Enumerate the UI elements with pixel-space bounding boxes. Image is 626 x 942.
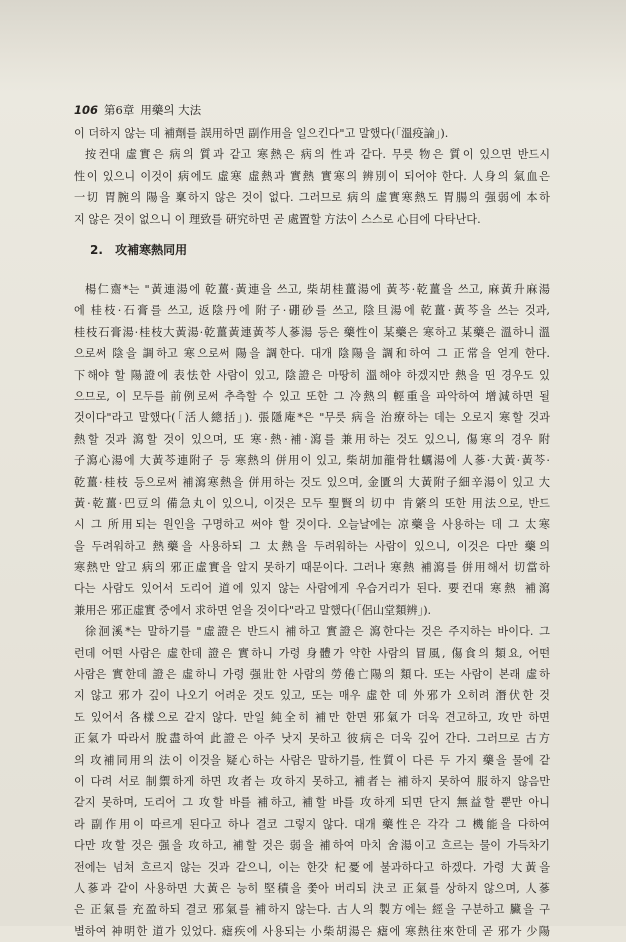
text-line: 별하여 神明한 道가 있었다. 瘧疾에 사용되는 小柴胡湯은 瘧에 寒熱往來한데 곧 邪가 少陽 — [74, 924, 550, 938]
text-line: 下해야 할 陽證에 表怯한 사람이 있고, 陰證은 마땅히 溫해야 하겠지만 熱을 띤 경우도 있 — [74, 368, 550, 382]
text-line: 전에는 넘쳐 흐르지 않는 것과 같으니, 이는 한갓 杞憂에 불과하다고 하겠다. 가령 大黃을 — [74, 860, 550, 874]
text-line: 黃·乾薑·巴豆의 備急丸이 있으니, 이것은 모두 聖賢의 切中 肯綮의 또한 用法으로, 반드 — [74, 496, 550, 510]
text-line: 이 더하지 않는 데 補劑를 誤用하면 副作用을 일으킨다"고 말했다(「溫疫論」). — [74, 127, 449, 140]
intro-paragraphs — [74, 123, 550, 230]
text-line: 으로써 陰을 調하고 寒으로써 陽을 調한다. 대개 陰陽을 調和하여 그 正常을 얻게 한다. — [74, 347, 550, 361]
text-line: 다만 攻할 것은 强을 攻하고, 補할 것은 弱을 補하여 마치 舍湯이고 흐르는 물이 가득차기 — [74, 839, 550, 853]
text-line: 人蔘과 같이 사용하면 大黃은 능히 堅積을 쫓아 버리되 決코 正氣를 상하지 않으며, 人蔘 — [74, 881, 550, 895]
text-line: 乾薑·桂枝 등으로써 補瀉寒熱을 併用하는 것도 있으며, 金匱의 大黃附子細辛湯이 있고 大 — [74, 475, 550, 489]
text-line: 性이 있으니 이것이 病에도 虛寒 虛熱과 實熱 實寒의 辨別이 되어야 한다. 人身의 氣血은 — [74, 169, 550, 183]
scan-margin — [0, 0, 626, 92]
text-line: 을 두려워하고 熱藥을 사용하되 그 太熱을 두려워하는 사람이 있으니, 이것은 다만 藥의 — [74, 539, 550, 553]
text-line: 이 다려 서로 制禦하게 하면 攻者는 攻하지 못하고, 補者는 補하지 못하여 服하지 않음만 — [74, 774, 550, 788]
text-line: 子瀉心湯에 大黃芩連附子 등 寒熱의 併用이 있고, 柴胡加龍骨牡蠣湯에 人蔘·大黃·黃芩· — [74, 454, 550, 468]
text-line: 은 正氣를 充盈하되 결코 邪氣를 補하지 않는다. 古人의 製方에는 經을 구분하고 臟을 구 — [74, 903, 550, 917]
section-number: 2. — [90, 243, 103, 257]
section-body — [74, 279, 550, 942]
chapter-title: 用藥의 大法 — [140, 103, 202, 117]
text-line: 런데 어떤 사람은 虛한데 證은 實하니 가령 身體가 약한 사람의 冒風, 傷食의 類요, 어떤 — [74, 646, 550, 660]
chapter-label: 第6章 — [104, 103, 135, 117]
text-line: 徐洄溪*는 말하기를 "虛證은 반드시 補하고 實證은 瀉한다는 것은 주지하는 바이다. 그 — [85, 625, 550, 639]
text-line: 熱할 것과 瀉할 것이 있으며, 또 寒·熱·補·瀉를 兼用하는 것도 있으니, 傷寒의 경우 附 — [74, 432, 550, 446]
text-line: 으므로, 이 모두를 前例로써 추측할 수 있고 또한 그 冷熱의 輕重을 파악하여 增減하면 될 — [74, 389, 550, 403]
text-line: 楊仁齋*는 "黃連湯에 乾薑·黃連을 쓰고, 柴胡桂薑湯에 黃芩·乾薑을 쓰고, 麻黃升麻湯 — [85, 283, 550, 296]
text-line: 지 않고 邪가 깊이 나오기 어려운 것도 있고, 또는 매우 虛한 데 外邪가 오히려 潛伏한 것 — [74, 689, 550, 703]
text-line: 것이다"라고 말했다(「活人總括」). 張隱庵*은 "무릇 病을 治療하는 데는 오로지 寒할 것과 — [74, 411, 550, 425]
text-line: 사람은 實한데 證은 虛하니 가령 强壯한 사람의 勞倦亡陽의 類다. 또는 사람이 본래 虛하 — [74, 668, 550, 682]
text-line: 正氣가 따라서 脫盡하여 此證은 아주 낫지 못하고 彼病은 더욱 깊어 간다. 그러므로 古方 — [74, 732, 550, 746]
text-line: 같지 못하며, 도리어 그 攻할 바를 補하고, 補할 바를 攻하게 되면 단지 無益할 뿐만 아니 — [74, 796, 550, 810]
text-line: 도 있어서 各樣으로 같지 않다. 만일 純全히 補만 한면 邪氣가 더욱 견고하고, 攻만 하면 — [74, 710, 550, 724]
text-line: 시 그 所用되는 원인을 구명하고 써야 할 것이다. 오늘날에는 凉藥을 사용하는 데 그 太寒 — [74, 518, 550, 532]
text-line: 지 않은 것이 없으니 이 理致를 硏究하면 곧 處置할 方法이 스스로 心目에 다타난다. — [74, 212, 481, 226]
text-line: 按컨대 虛實은 病의 質과 같고 寒熱은 病의 性과 같다. 무릇 物은 質이 있으면 반드시 — [85, 148, 550, 162]
text-line: 寒熱만 알고 病의 邪正虛實을 알지 못하기 때문이다. 그러나 寒熱 補瀉를 併用해서 切當하 — [74, 561, 550, 575]
page-number: 106 — [74, 103, 99, 117]
text-line: 에 桂枝·石膏를 쓰고, 返陰丹에 附子·硼砂를 쓰고, 陰旦湯에 乾薑·黃芩을 쓰는 것과, — [74, 304, 550, 318]
section-title: 攻補寒熱同用 — [115, 243, 188, 257]
text-line: 桂枝石膏湯·桂枝大黃湯·乾薑黃連黃芩人蔘湯 등은 藥性이 某藥은 寒하고 某藥은 溫하니 溫 — [74, 325, 550, 339]
text-line: 라 副作用이 따르게 된다고 하나 결코 그렇지 않다. 대개 藥性은 각각 그 機能을 다하여 — [74, 817, 550, 831]
text-line: 의 攻補同用의 法이 이것을 疑心하는 사람은 말하기를, 性質이 다른 두 가지 藥을 물에 같 — [74, 753, 550, 767]
text-line: 다는 사람도 있어서 도리어 道에 있지 않는 사람에게 우습거리가 된다. 要컨대 寒熱 補瀉 — [74, 582, 550, 596]
text-line: 兼用은 邪正虛實 중에서 求하면 얻을 것이다"라고 말했다(「侶山堂類辨」). — [74, 603, 432, 617]
running-header — [74, 102, 201, 118]
section-heading — [90, 241, 187, 259]
text-line: 一切 胃腕의 陽을 稟하지 않은 것이 없다. 그러므로 病의 虛實寒熱도 胃腸의 强弱에 本하 — [74, 191, 550, 205]
